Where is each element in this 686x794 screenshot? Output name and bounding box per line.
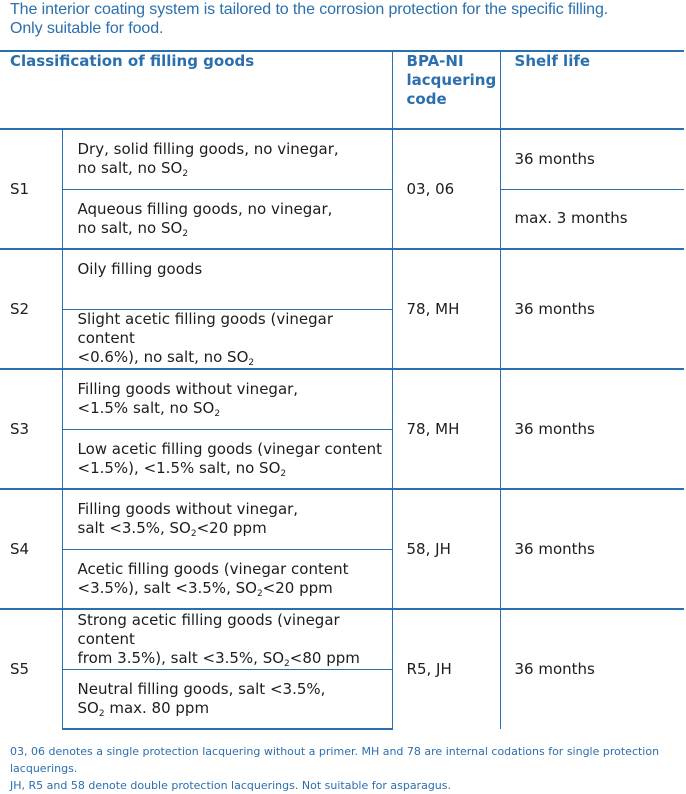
class-cell: S5 xyxy=(0,609,62,729)
filling-description xyxy=(62,549,392,609)
description-line xyxy=(78,159,392,178)
filling-description xyxy=(62,249,392,309)
class-cell: S1 xyxy=(0,129,62,249)
filling-description xyxy=(62,609,392,669)
intro-line-2: Only suitable for food. xyxy=(10,20,164,37)
description-line xyxy=(78,579,392,598)
description-line: Filling goods without vinegar, xyxy=(77,380,299,399)
subscript: 2 xyxy=(284,658,290,669)
description-text: <0.6%), no salt, no SO xyxy=(77,348,249,367)
subscript: 2 xyxy=(248,358,255,369)
filling-description xyxy=(62,189,392,249)
lacquering-code-cell: 78, MH xyxy=(392,249,500,369)
subscript: 2 xyxy=(182,228,189,239)
filling-description xyxy=(62,669,392,729)
table-row xyxy=(0,489,684,549)
class-cell: S2 xyxy=(0,249,62,369)
description-line: Filling goods without vinegar, xyxy=(77,500,299,519)
description-line: Aqueous filling goods, no vinegar, xyxy=(77,199,333,218)
footnote-line-1: 03, 06 denotes a single protection lacquering without a primer. MH and 78 are internal codations for single protection lacquerings. xyxy=(10,745,660,775)
description-line xyxy=(78,649,392,668)
description-line xyxy=(78,399,392,418)
subscript: 2 xyxy=(214,409,221,420)
description-text: salt <3.5%, SO xyxy=(77,519,191,538)
subscript: 2 xyxy=(280,468,287,479)
footnote-line-2: JH, R5 and 58 denote double protection lacquerings. Not suitable for asparagus. xyxy=(10,779,452,792)
lacquering-code-cell: 78, MH xyxy=(392,369,500,489)
description-text: max. 80 ppm xyxy=(104,698,210,717)
shelf-life-cell: max. 3 months xyxy=(500,189,684,249)
subscript: 2 xyxy=(190,529,197,540)
header-classification: Classification of filling goods xyxy=(0,51,392,129)
header-shelf-life: Shelf life xyxy=(500,51,684,129)
description-line xyxy=(78,699,392,718)
description-line: Oily filling goods xyxy=(77,260,203,279)
header-code-line-3: code xyxy=(406,90,447,108)
shelf-life-cell: 36 months xyxy=(500,129,684,189)
intro-line-1: The interior coating system is tailored to the corrosion protection for the specific filling. xyxy=(10,1,609,18)
description-line: Low acetic filling goods (vinegar content xyxy=(77,439,382,458)
description-text: <1.5%), <1.5% salt, no SO xyxy=(77,458,281,477)
description-text: from 3.5%), salt <3.5%, SO xyxy=(77,648,285,667)
class-cell: S3 xyxy=(0,369,62,489)
subscript: 2 xyxy=(256,588,263,599)
description-line xyxy=(78,219,392,238)
description-line: Strong acetic filling goods (vinegar content xyxy=(77,610,340,648)
description-line xyxy=(78,459,392,478)
shelf-life-cell: 36 months xyxy=(500,609,684,729)
description-text: <3.5%), salt <3.5%, SO xyxy=(77,578,257,597)
intro-text xyxy=(10,0,680,38)
header-code-line-1: BPA-NI xyxy=(406,52,464,70)
class-cell: S4 xyxy=(0,489,62,609)
filling-goods-table xyxy=(0,50,684,730)
table-header-row xyxy=(0,51,684,129)
lacquering-code-cell: 58, JH xyxy=(392,489,500,609)
description-line: Neutral filling goods, salt <3.5%, xyxy=(77,679,326,698)
description-text: SO xyxy=(77,698,99,717)
table-row xyxy=(0,249,684,309)
header-code-line-2: lacquering xyxy=(406,71,497,89)
header-lacquering-code xyxy=(392,51,500,129)
description-line: Slight acetic filling goods (vinegar content xyxy=(77,310,334,348)
subscript: 2 xyxy=(98,708,105,719)
footnote xyxy=(10,743,682,794)
shelf-life-cell: 36 months xyxy=(500,369,684,489)
table-row xyxy=(0,189,684,249)
filling-description xyxy=(62,369,392,429)
table-row xyxy=(0,609,684,669)
description-text: no salt, no SO xyxy=(77,218,183,237)
table-row xyxy=(0,129,684,189)
description-text: <80 ppm xyxy=(289,648,360,667)
description-text: <20 ppm xyxy=(196,519,267,538)
description-text: no salt, no SO xyxy=(77,159,183,178)
filling-description xyxy=(62,129,392,189)
filling-description xyxy=(62,309,392,369)
description-line xyxy=(78,519,392,538)
filling-description xyxy=(62,489,392,549)
lacquering-code-cell: 03, 06 xyxy=(392,129,500,249)
filling-description xyxy=(62,429,392,489)
table-row xyxy=(0,369,684,429)
shelf-life-cell: 36 months xyxy=(500,489,684,609)
shelf-life-cell: 36 months xyxy=(500,249,684,369)
description-text: <20 ppm xyxy=(262,578,333,597)
description-line: Acetic filling goods (vinegar content xyxy=(77,559,349,578)
subscript: 2 xyxy=(182,169,189,180)
lacquering-code-cell: R5, JH xyxy=(392,609,500,729)
description-text: <1.5% salt, no SO xyxy=(77,399,215,418)
description-line: Dry, solid filling goods, no vinegar, xyxy=(77,140,339,159)
description-line xyxy=(78,348,392,367)
